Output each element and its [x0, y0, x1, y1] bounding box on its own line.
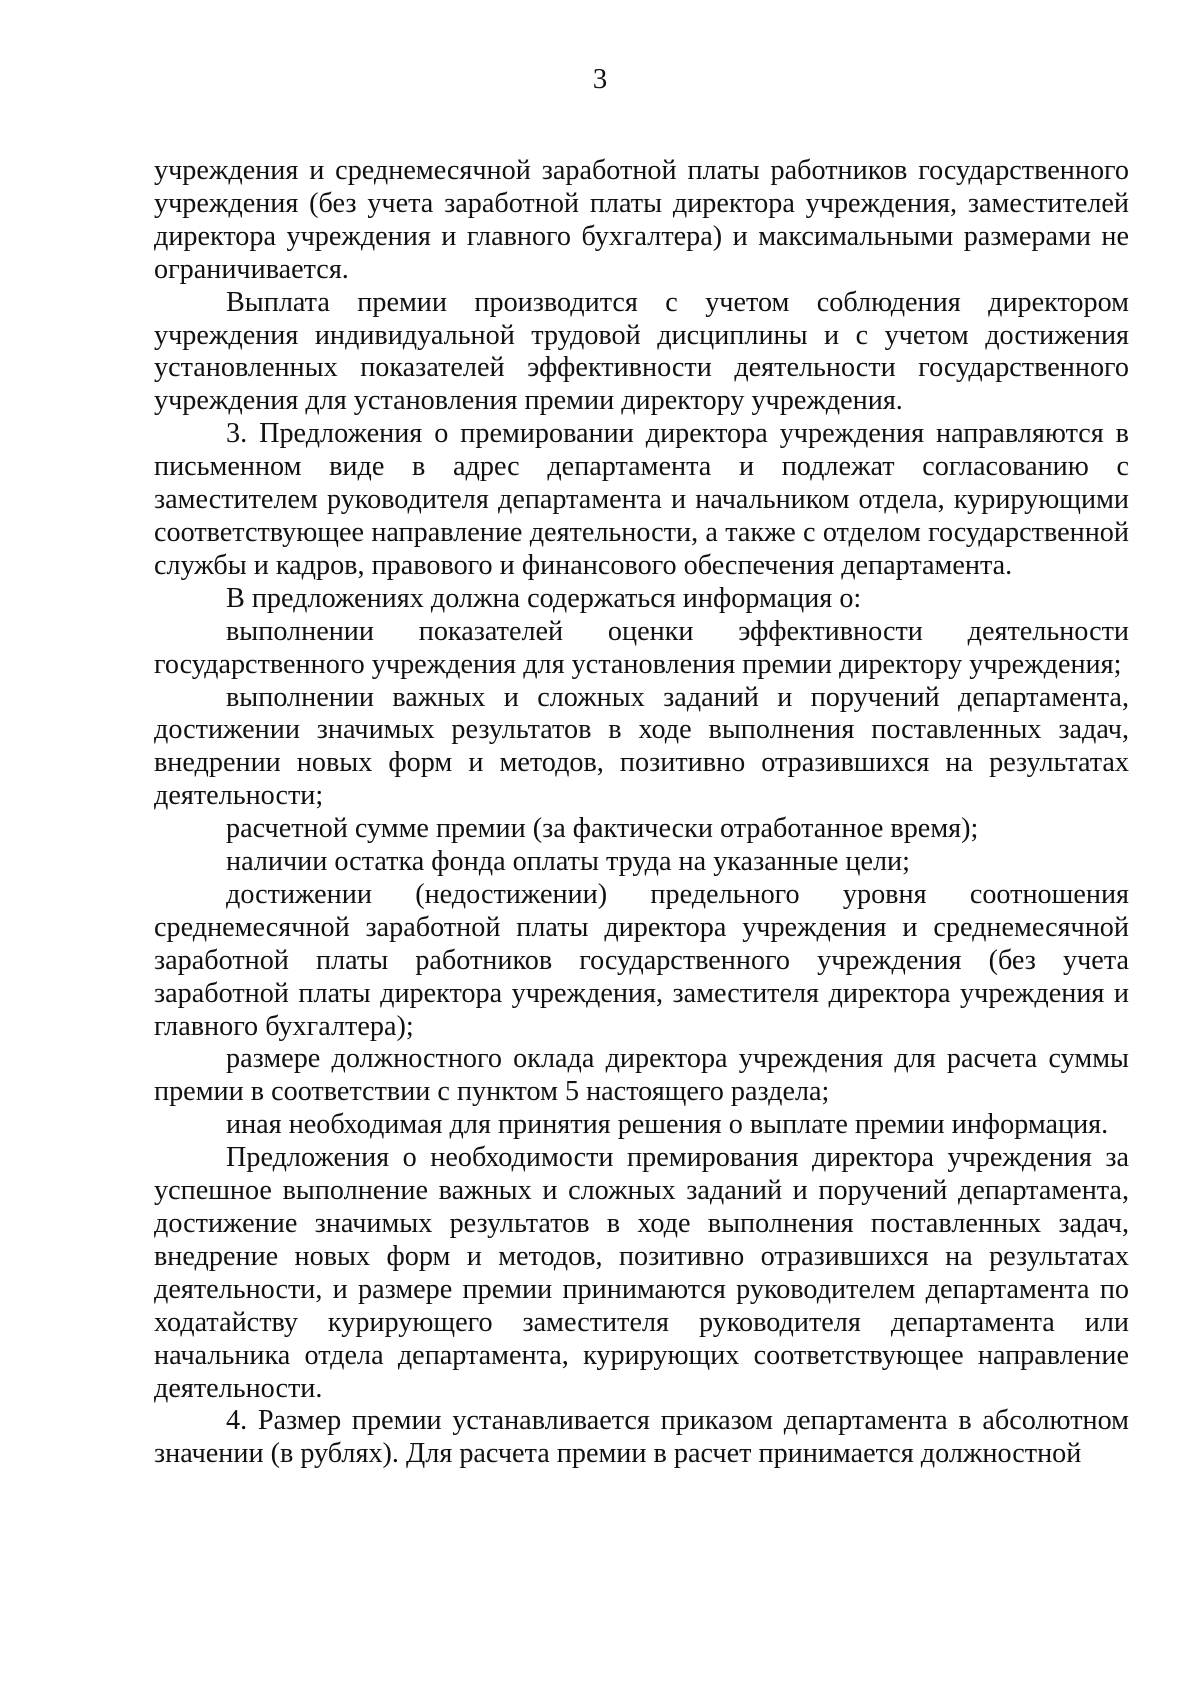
body-paragraph: 3. Предложения о премировании директора учреждения направляются в письменном виде в адрес департамента и подлежат согласованию с заместителем руководителя департамента и начальником отдела, курирующими соответствующее направление деятельности, а также с отделом государственной службы и кадров, правового и финансового обеспечения департамента. [154, 418, 1129, 581]
body-paragraph: достижении (недостижении) предельного уровня соотношения среднемесячной заработной платы директора учреждения и среднемесячной заработной платы работников государственного учреждения (без учета заработной платы директора учреждения, заместителя директора учреждения и главного бухгалтера); [154, 878, 1129, 1042]
body-paragraph: наличии остатка фонда оплаты труда на указанные цели; [226, 846, 910, 878]
body-paragraph: иная необходимая для принятия решения о выплате премии информация. [226, 1109, 1109, 1141]
body-paragraph: учреждения и среднемесячной заработной платы работников государственного учреждения (без учета заработной платы директора учреждения, заместителей директора учреждения и главного бухгалтера) и максимальными размерами не ограничивается. [154, 155, 1129, 285]
document-body [154, 155, 1129, 1471]
body-paragraph: расчетной сумме премии (за фактически отработанное время); [226, 813, 979, 845]
body-paragraph: Предложения о необходимости премирования директора учреждения за успешное выполнение важных и сложных заданий и поручений департамента, достижение значимых результатов в ходе выполнения поставленных задач, внедрение новых форм и методов, позитивно отразившихся на результатах деятельности, и размере премии принимаются руководителем департамента по ходатайству курирующего заместителя руководителя департамента или начальника отдела департамента, курирующих соответствующее направление деятельности. [154, 1142, 1129, 1404]
body-paragraph: 4. Размер премии устанавливается приказом департамента в абсолютном значении (в рублях). Для расчета премии в расчет принимается должностной [154, 1405, 1129, 1470]
body-paragraph: Выплата премии производится с учетом соблюдения директором учреждения индивидуальной трудовой дисциплины и с учетом достижения установленных показателей эффективности деятельности государственного учреждения для установления премии директору учреждения. [154, 286, 1129, 417]
body-paragraph: выполнении важных и сложных заданий и поручений департамента, достижении значимых результатов в ходе выполнения поставленных задач, внедрении новых форм и методов, позитивно отразившихся на результатах деятельности; [154, 681, 1129, 812]
page-number: 3 [592, 63, 608, 95]
body-paragraph: размере должностного оклада директора учреждения для расчета суммы премии в соответствии с пунктом 5 настоящего раздела; [154, 1043, 1129, 1108]
body-paragraph: выполнении показателей оценки эффективности деятельности государственного учреждения для установления премии директору учреждения; [154, 615, 1129, 680]
body-paragraph: В предложениях должна содержаться информация о: [226, 582, 862, 614]
